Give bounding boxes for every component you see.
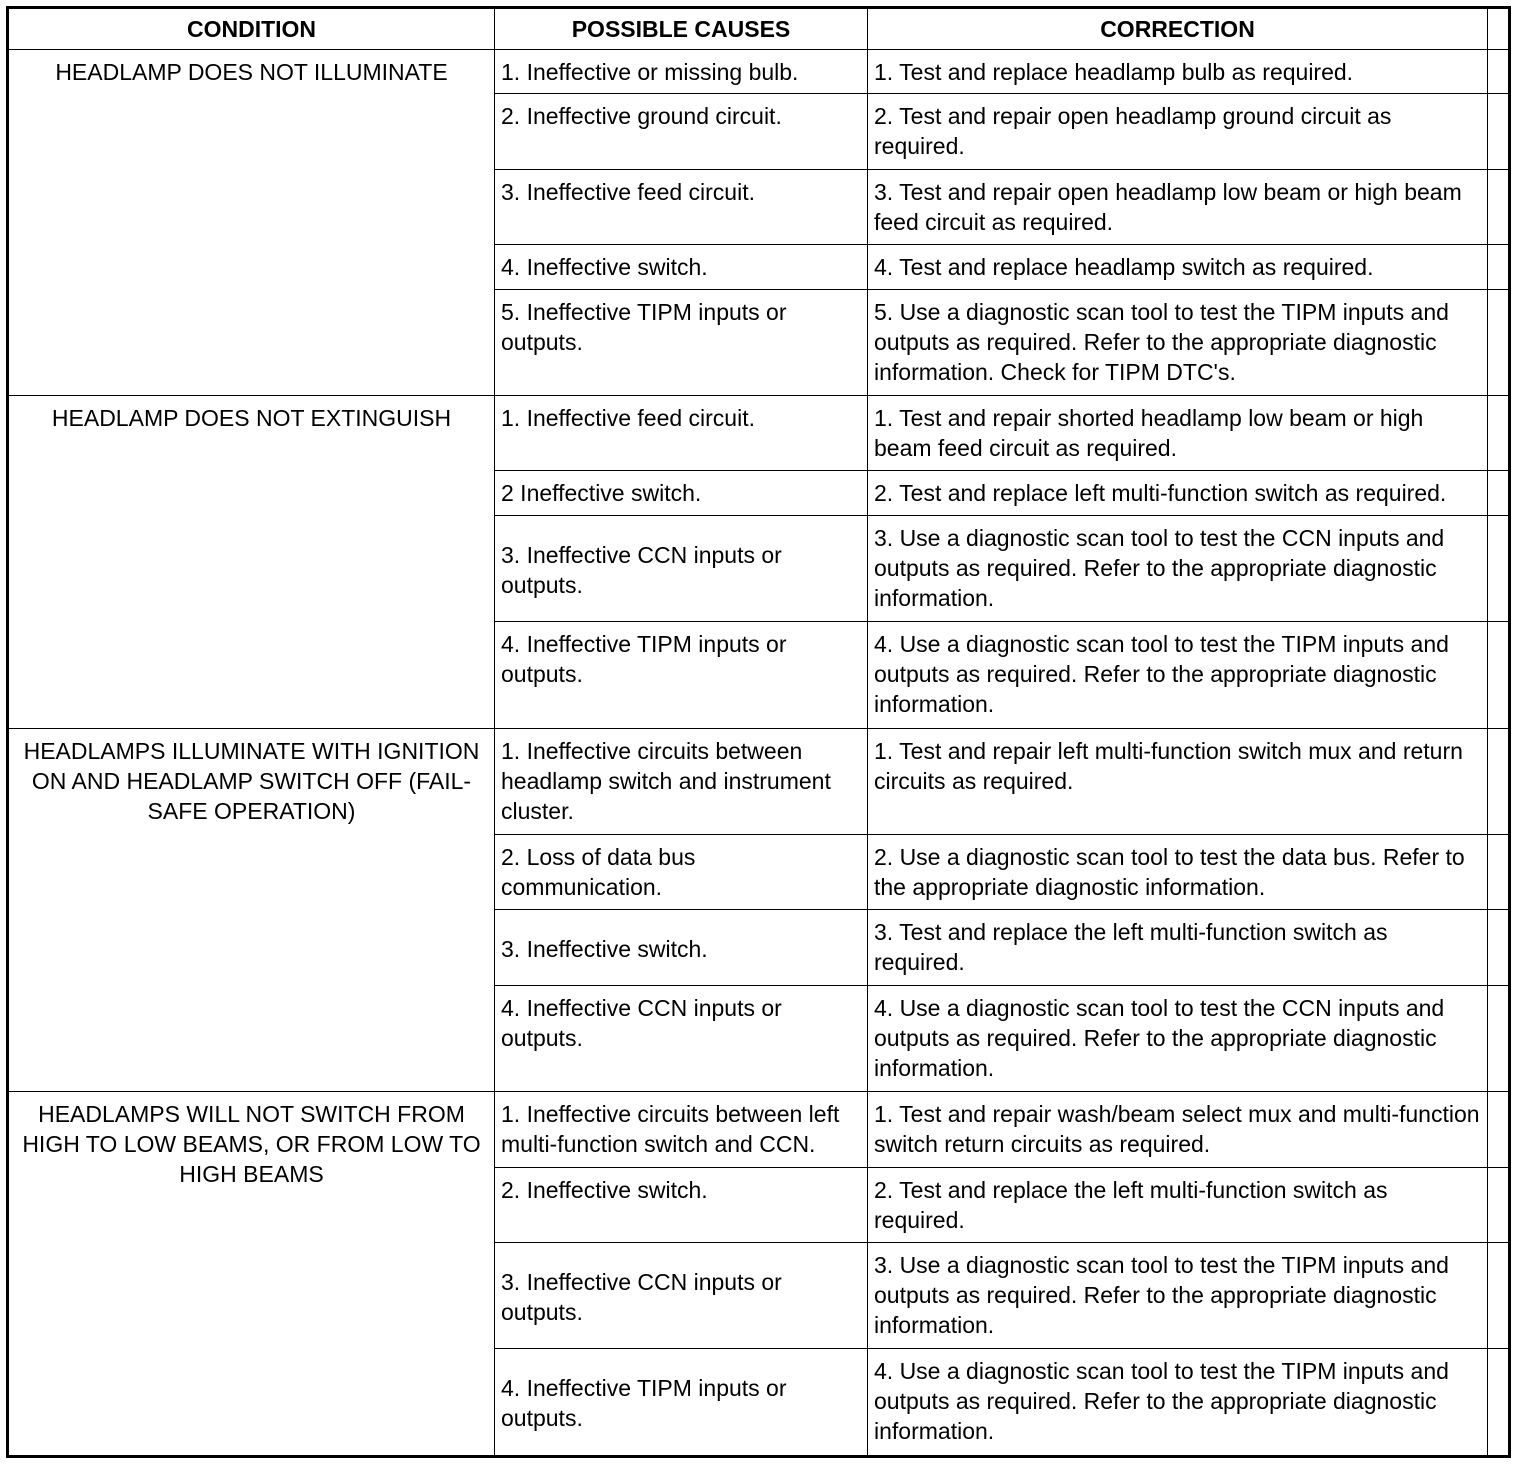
correction-cell: 4. Use a diagnostic scan tool to test the TIPM inputs and outputs as required. Refer to the appropriate diagnostic information. [868,1349,1488,1457]
cause-cell: 4. Ineffective TIPM inputs or outputs. [495,622,868,728]
correction-cell: 2. Use a diagnostic scan tool to test the data bus. Refer to the appropriate diagnostic information. [868,835,1488,910]
blank-cell [1488,515,1510,621]
condition-cell: HEADLAMP DOES NOT ILLUMINATE [8,50,495,396]
cause-cell: 2. Ineffective switch. [495,1167,868,1242]
blank-cell [1488,835,1510,910]
table-row [8,50,1510,94]
blank-cell [1488,169,1510,244]
correction-cell: 4. Test and replace headlamp switch as required. [868,245,1488,289]
blank-cell [1488,910,1510,985]
correction-cell: 4. Use a diagnostic scan tool to test the TIPM inputs and outputs as required. Refer to the appropriate diagnostic information. [868,622,1488,728]
diagnosis-table [6,6,1511,1458]
correction-cell: 4. Use a diagnostic scan tool to test the CCN inputs and outputs as required. Refer to the appropriate diagnostic information. [868,985,1488,1091]
correction-cell: 2. Test and replace the left multi-function switch as required. [868,1167,1488,1242]
blank-cell [1488,1092,1510,1167]
correction-header: CORRECTION [868,8,1488,50]
blank-cell [1488,396,1510,471]
table-row [8,1092,1510,1167]
correction-cell: 1. Test and repair left multi-function switch mux and return circuits as required. [868,728,1488,834]
correction-cell: 3. Test and repair open headlamp low beam or high beam feed circuit as required. [868,169,1488,244]
cause-cell: 2. Loss of data bus communication. [495,835,868,910]
header-row [8,8,1510,50]
correction-cell: 2. Test and repair open headlamp ground circuit as required. [868,94,1488,169]
cause-cell: 1. Ineffective feed circuit. [495,396,868,471]
cause-cell: 1. Ineffective circuits between left multi-function switch and CCN. [495,1092,868,1167]
condition-cell: HEADLAMP DOES NOT EXTINGUISH [8,396,495,729]
blank-cell [1488,1243,1510,1349]
correction-cell: 3. Test and replace the left multi-function switch as required. [868,910,1488,985]
blank-cell [1488,1349,1510,1457]
condition-cell: HEADLAMPS ILLUMINATE WITH IGNITION ON AND HEADLAMP SWITCH OFF (FAIL-SAFE OPERATION) [8,728,495,1092]
blank-cell [1488,622,1510,728]
cause-cell: 4. Ineffective switch. [495,245,868,289]
cause-cell: 3. Ineffective feed circuit. [495,169,868,244]
cause-cell: 2 Ineffective switch. [495,471,868,515]
blank-cell [1488,94,1510,169]
blank-cell [1488,289,1510,395]
blank-header [1488,8,1510,50]
condition-cell: HEADLAMPS WILL NOT SWITCH FROM HIGH TO LOW BEAMS, OR FROM LOW TO HIGH BEAMS [8,1092,495,1457]
condition-header: CONDITION [8,8,495,50]
correction-cell: 5. Use a diagnostic scan tool to test the TIPM inputs and outputs as required. Refer to the appropriate diagnostic information. Check for TIPM DTC's. [868,289,1488,395]
blank-cell [1488,245,1510,289]
blank-cell [1488,50,1510,94]
correction-cell: 3. Use a diagnostic scan tool to test the CCN inputs and outputs as required. Refer to the appropriate diagnostic information. [868,515,1488,621]
blank-cell [1488,471,1510,515]
correction-cell: 2. Test and replace left multi-function switch as required. [868,471,1488,515]
correction-cell: 1. Test and replace headlamp bulb as required. [868,50,1488,94]
table-row [8,396,1510,471]
cause-cell: 3. Ineffective CCN inputs or outputs. [495,1243,868,1349]
correction-cell: 3. Use a diagnostic scan tool to test the TIPM inputs and outputs as required. Refer to the appropriate diagnostic information. [868,1243,1488,1349]
cause-cell: 5. Ineffective TIPM inputs or outputs. [495,289,868,395]
cause-cell: 3. Ineffective switch. [495,910,868,985]
cause-cell: 2. Ineffective ground circuit. [495,94,868,169]
cause-cell: 4. Ineffective CCN inputs or outputs. [495,985,868,1091]
blank-cell [1488,1167,1510,1242]
cause-cell: 4. Ineffective TIPM inputs or outputs. [495,1349,868,1457]
blank-cell [1488,985,1510,1091]
cause-cell: 1. Ineffective or missing bulb. [495,50,868,94]
causes-header: POSSIBLE CAUSES [495,8,868,50]
cause-cell: 1. Ineffective circuits between headlamp switch and instrument cluster. [495,728,868,834]
correction-cell: 1. Test and repair wash/beam select mux and multi-function switch return circuits as required. [868,1092,1488,1167]
blank-cell [1488,728,1510,834]
cause-cell: 3. Ineffective CCN inputs or outputs. [495,515,868,621]
correction-cell: 1. Test and repair shorted headlamp low beam or high beam feed circuit as required. [868,396,1488,471]
table-row [8,728,1510,834]
